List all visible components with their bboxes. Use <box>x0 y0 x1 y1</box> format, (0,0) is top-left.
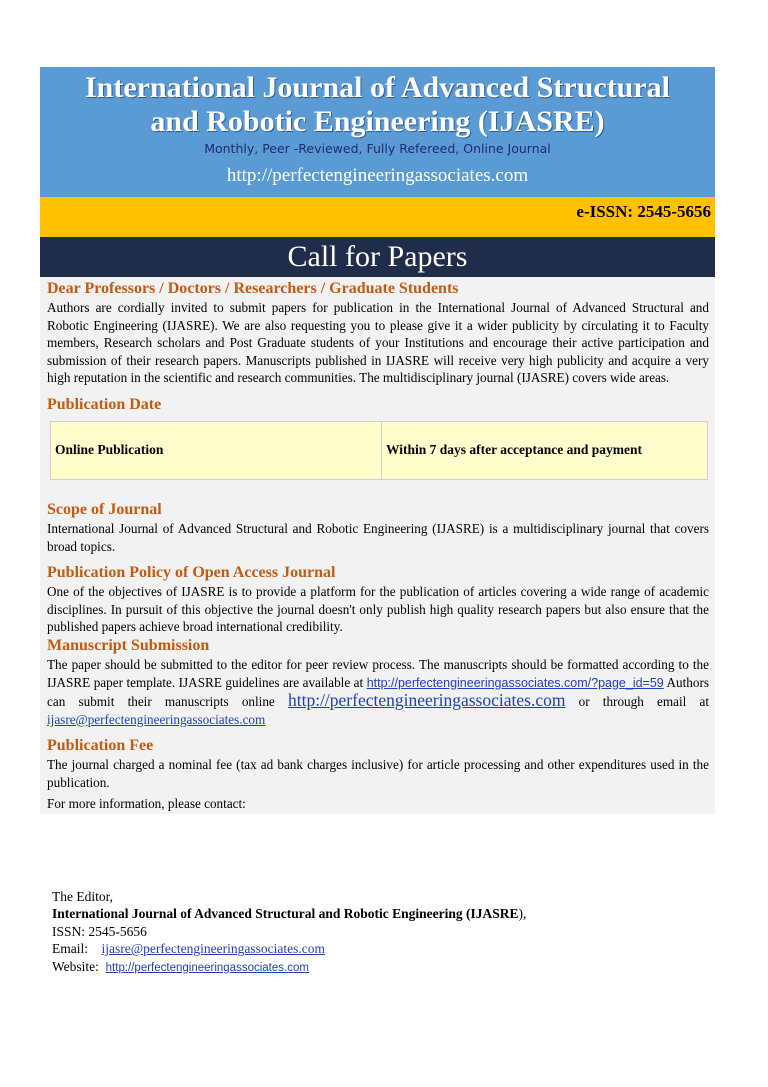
intro-heading: Dear Professors / Doctors / Researchers / Graduate Students <box>47 280 459 297</box>
submission-text-part3: or through email at <box>565 694 709 710</box>
online-publication-cell: Online Publication <box>51 421 382 479</box>
contact-email-link[interactable]: ijasre@perfectengineeringassociates.com <box>101 941 325 957</box>
call-for-papers-banner: Call for Papers <box>40 237 715 277</box>
publication-date-table <box>50 421 708 480</box>
intro-text: Authors are cordially invited to submit papers for publication in the International Journal of Advanced Structural and Robotic Engineering (IJASRE). We are also requesting you to please give it a wider publicity by circulating it to Faculty members, Research scholars and Post Graduate students of your Institutions and encourage their active participation and submission of their research papers. Manuscripts published in IJASRE will receive very high publicity and acquire a very high reputation in the scientific and research communities. The multidisciplinary journal (IJASRE) covers wide areas. <box>47 300 709 386</box>
contact-issn: ISSN: 2545-5656 <box>52 923 147 939</box>
journal-url[interactable]: http://perfectengineeringassociates.com <box>226 165 529 186</box>
contact-journal <box>52 905 712 922</box>
submission-heading: Manuscript Submission <box>47 636 210 654</box>
submission-text <box>47 656 709 728</box>
submission-email-link[interactable]: ijasre@perfectengineeringassociates.com <box>47 711 266 727</box>
submission-text-part2: Authors can submit their manuscripts online <box>47 674 710 710</box>
contact-journal-suffix: ), <box>518 906 527 922</box>
table-row <box>51 421 708 479</box>
header-band <box>40 67 715 197</box>
fee-heading: Publication Fee <box>47 737 154 755</box>
publication-timing-cell: Within 7 days after acceptance and payment <box>382 421 708 479</box>
scope-heading: Scope of Journal <box>47 500 162 518</box>
fee-text: The journal charged a nominal fee (tax ad bank charges inclusive) for article processing and other expenditures used in the publication. <box>47 757 709 790</box>
contact-email-row <box>52 940 712 957</box>
content-body <box>40 277 715 814</box>
publication-date-heading: Publication Date <box>47 395 162 413</box>
contact-block <box>52 888 712 977</box>
scope-text: International Journal of Advanced Structural and Robotic Engineering (IJASRE) is a multidisciplinary journal that covers broad topics. <box>47 520 709 554</box>
issn-band: e-ISSN: 2545-5656 <box>40 197 715 237</box>
contact-website-link[interactable]: http://perfectengineeringassociates.com <box>105 961 309 974</box>
journal-tagline: Monthly, Peer -Reviewed, Fully Refereed, Online Journal <box>204 141 551 156</box>
journal-title-line2: and Robotic Engineering (IJASRE) <box>150 105 605 138</box>
more-info-text: For more information, please contact: <box>47 795 246 811</box>
contact-editor: The Editor, <box>52 889 113 904</box>
submission-text-part1: The paper should be submitted to the editor for peer review process. The manuscripts should be formatted according to the IJASRE paper template. IJASRE guidelines are available at <box>47 656 709 690</box>
policy-text: One of the objectives of IJASRE is to provide a platform for the publication of articles covering a wide range of academic disciplines. In pursuit of this objective the journal doesn't only publish high quality research papers but also ensure that the published papers achieve broad international credibility. <box>47 584 709 635</box>
email-label: Email: <box>52 941 88 957</box>
policy-heading: Publication Policy of Open Access Journal <box>47 564 336 582</box>
flyer <box>40 67 715 814</box>
guidelines-link[interactable]: http://perfectengineeringassociates.com/?page_id=59 <box>366 675 664 690</box>
site-link[interactable]: http://perfectengineeringassociates.com <box>287 690 566 711</box>
contact-website-row <box>52 958 712 977</box>
website-label: Website: <box>52 958 99 974</box>
contact-journal-name: International Journal of Advanced Structural and Robotic Engineering (IJASRE <box>52 906 519 922</box>
journal-title-line1: International Journal of Advanced Structural <box>84 71 671 104</box>
